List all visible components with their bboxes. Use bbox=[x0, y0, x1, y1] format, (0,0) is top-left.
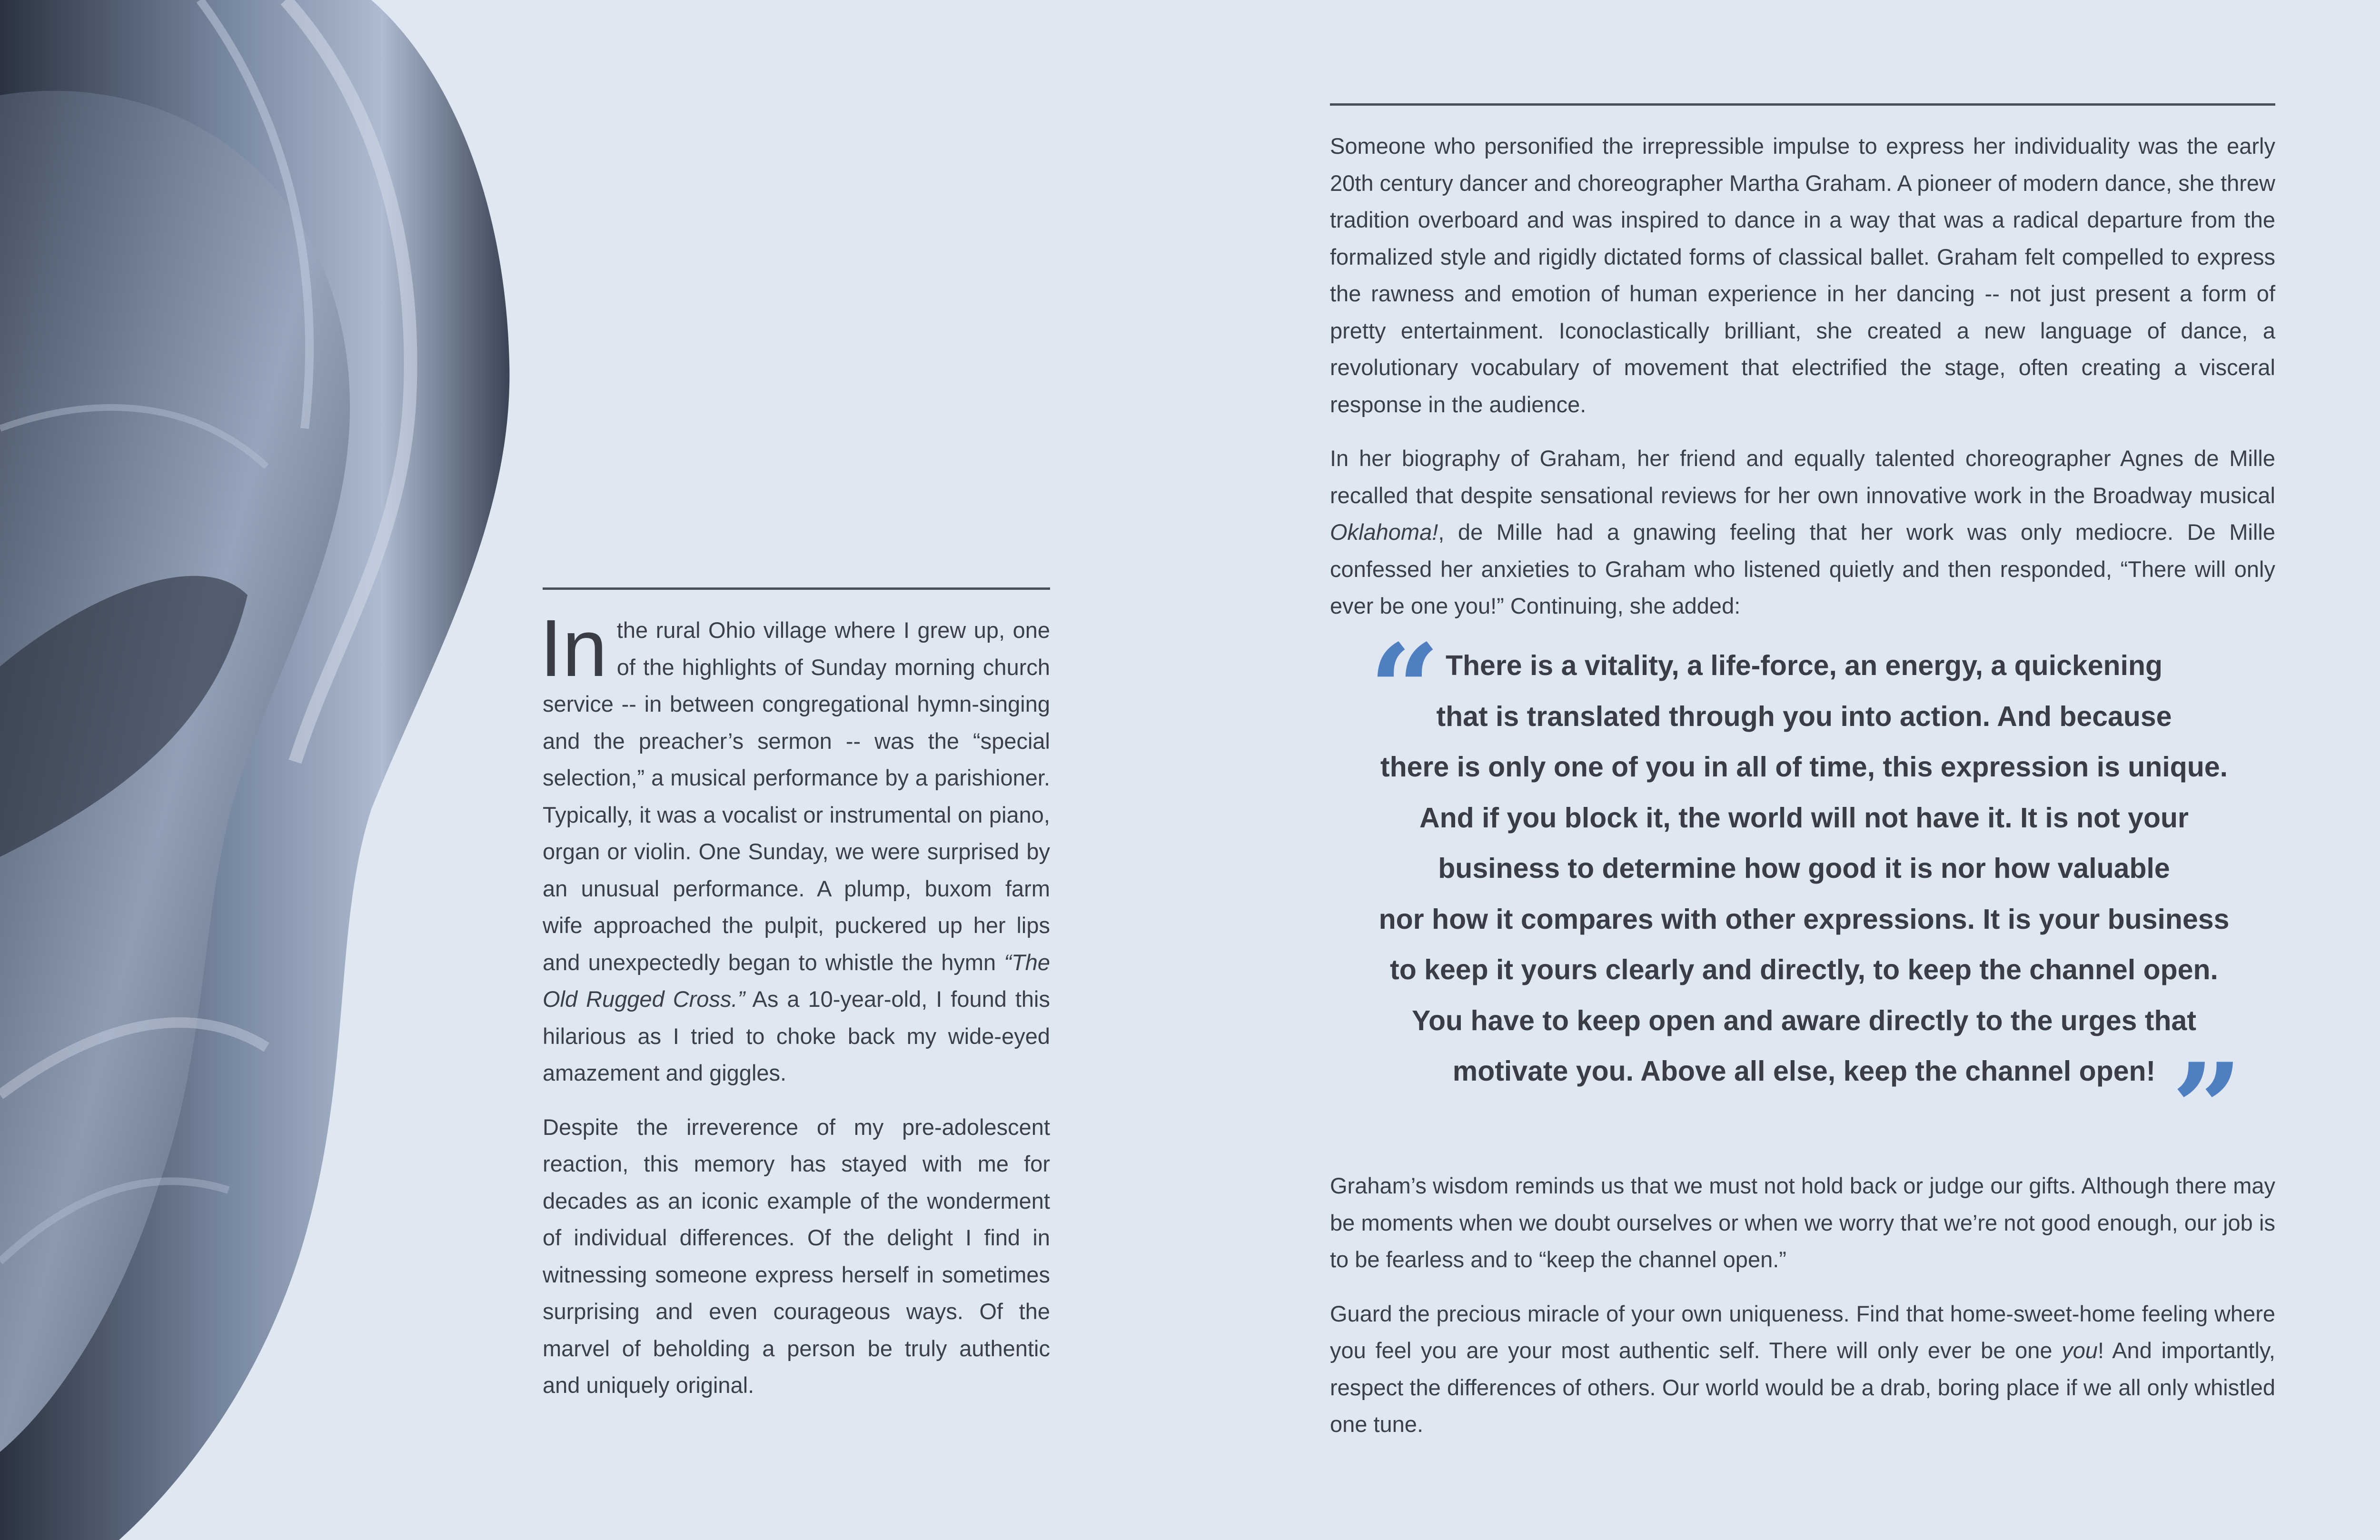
quote-line: motivate you. Above all else, keep the channel open! bbox=[1452, 1055, 2156, 1087]
left-paragraph-2: Despite the irreverence of my pre-adolescent reaction, this memory has stayed with me for decades as an iconic example of the wonderment of individual differences. Of the delight I find in witnessing someone express herself in sometimes surprising and even courageous ways. Of the marvel of beholding a person be truly authentic and uniquely original. bbox=[543, 1114, 1050, 1398]
quote-line: business to determine how good it is nor how valuable bbox=[1438, 853, 2170, 884]
pull-quote-text bbox=[1361, 640, 2247, 1097]
right-column bbox=[1330, 128, 2275, 642]
emphasis-you: you bbox=[2062, 1338, 2098, 1363]
right-p2-text-b: , de Mille had a gnawing feeling that her work was only mediocre. De Mille confessed her anxieties to Graham who listened quietly and then responded, “There will only ever be one you!” Continuing, she added: bbox=[1330, 519, 2275, 618]
hymn-title: “The Old Rugged Cross.” bbox=[543, 949, 1050, 1012]
quote-line: to keep it yours clearly and directly, to keep the channel open. bbox=[1390, 954, 2218, 985]
closing-paragraph-2 bbox=[1330, 1295, 2275, 1443]
closing-p2-text-a: Guard the precious miracle of your own uniqueness. Find that home-sweet-home feeling where you feel you are your most authentic self. There will only ever be one bbox=[1330, 1301, 2275, 1363]
open-quote-icon: “ bbox=[1369, 617, 1440, 763]
quote-line: You have to keep open and aware directly to the urges that bbox=[1412, 1004, 2196, 1036]
left-p1-text-a: the rural Ohio village where I grew up, one of the highlights of Sunday morning church service -- in between congregational hymn-singing and the preacher’s sermon -- was the “special selection,” a musical performance by a parishioner. Typically, it was a vocalist or instrumental on piano, organ or violin. One Sunday, we were surprised by an unusual performance. A plump, buxom farm wife approached the pulpit, puckered up her lips and unexpectedly began to whistle the hymn bbox=[543, 617, 1050, 975]
silk-ribbon-illustration bbox=[0, 0, 524, 1540]
right-paragraph-2 bbox=[1330, 440, 2275, 625]
quote-line: And if you block it, the world will not have it. It is not your bbox=[1419, 802, 2189, 834]
quote-line: that is translated through you into action. And because bbox=[1436, 700, 2172, 732]
close-quote-icon: ” bbox=[2172, 1036, 2243, 1182]
left-column bbox=[540, 603, 1050, 1421]
right-p2-text-a: In her biography of Graham, her friend and equally talented choreographer Agnes de Mille recalled that despite sensational reviews for her own innovative work in the Broadway musical bbox=[1330, 446, 2275, 508]
right-paragraph-1: Someone who personified the irrepressible impulse to express her individuality was the early 20th century dancer and choreographer Martha Graham. A pioneer of modern dance, she threw tradition overboard and was inspired to dance in a way that was a radical departure from the formalized style and rigidly dictated forms of classical ballet. Graham felt compelled to express the rawness and emotion of human experience in her dancing -- not just present a form of pretty entertainment. Iconoclastically brilliant, she created a new language of dance, a revolutionary vocabulary of movement that electrified the stage, often creating a visceral response in the audience. bbox=[1330, 133, 2275, 417]
drop-cap: In bbox=[540, 603, 607, 694]
quote-line: nor how it compares with other expressions. It is your business bbox=[1378, 903, 2230, 935]
left-column-rule bbox=[543, 587, 1050, 590]
quote-line: There is a vitality, a life-force, an energy, a quickening bbox=[1445, 650, 2163, 681]
left-p1-text-b: As a 10-year-old, I found this hilarious as I tried to choke back my wide-eyed amazement and giggles. bbox=[543, 986, 1050, 1085]
quote-line: there is only one of you in all of time, this expression is unique. bbox=[1380, 751, 2228, 783]
musical-title: Oklahoma! bbox=[1330, 519, 1438, 545]
pull-quote bbox=[1361, 640, 2247, 1097]
closing-paragraph-1: Graham’s wisdom reminds us that we must not hold back or judge our gifts. Although there may be moments when we doubt ourselves or when we worry that we’re not good enough, our job is to be fearless and to “keep the channel open.” bbox=[1330, 1173, 2275, 1272]
closing-p2-text-b: ! And importantly, respect the differences of others. Our world would be a drab, boring place if we all only whistled one tune. bbox=[1330, 1338, 2275, 1437]
left-paragraph-1 bbox=[540, 603, 1050, 1092]
closing-section bbox=[1330, 1167, 2275, 1460]
right-column-rule bbox=[1330, 103, 2275, 106]
